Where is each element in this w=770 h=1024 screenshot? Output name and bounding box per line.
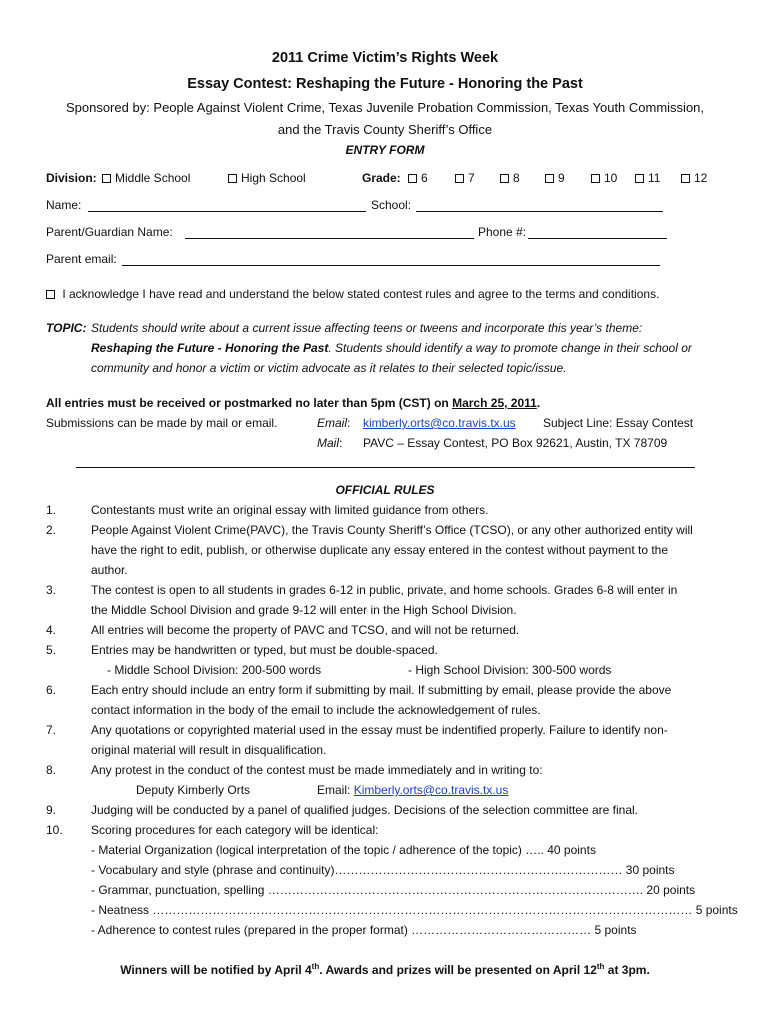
subject-line: Subject Line: Essay Contest — [543, 416, 694, 430]
checkbox-icon[interactable] — [228, 174, 237, 183]
rule-5: Entries may be handwritten or typed, but must be double-spaced. — [91, 643, 438, 657]
grade-label: Grade: — [362, 171, 401, 185]
checkbox-icon[interactable] — [102, 174, 111, 183]
rule-number: 9. — [46, 803, 57, 817]
name-field[interactable] — [88, 211, 366, 212]
phone-field[interactable] — [528, 238, 667, 239]
checkbox-icon[interactable] — [591, 174, 600, 183]
grade-option-8[interactable]: 8 — [500, 171, 520, 185]
rule-2-line-3: author. — [91, 563, 128, 577]
division-label: Division: — [46, 171, 97, 185]
rule-number: 5. — [46, 643, 57, 657]
division-option-high[interactable]: High School — [228, 171, 306, 185]
scoring-item: - Adherence to contest rules (prepared in the proper format) ……………………………………… 5 points — [91, 923, 637, 937]
document-subtitle: Essay Contest: Reshaping the Future - Honoring the Past — [187, 76, 583, 92]
rule-number: 8. — [46, 763, 57, 777]
mail-address: PAVC – Essay Contest, PO Box 92621, Austin, TX 78709 — [363, 436, 668, 450]
rule-9: Judging will be conducted by a panel of qualified judges. Decisions of the selection committee are final. — [91, 803, 638, 817]
school-field[interactable] — [416, 211, 663, 212]
grade-option-11[interactable]: 11 — [635, 171, 660, 185]
rule-number: 4. — [46, 623, 57, 637]
contest-email-link[interactable]: kimberly.orts@co.travis.tx.us — [363, 416, 516, 430]
rule-4: All entries will become the property of PAVC and TCSO, and will not be returned. — [91, 623, 520, 637]
rules-heading: OFFICIAL RULES — [335, 483, 435, 497]
checkbox-icon[interactable] — [455, 174, 464, 183]
rule-10: Scoring procedures for each category will be identical: — [91, 823, 379, 837]
grade-option-7[interactable]: 7 — [455, 171, 475, 185]
rule-number: 3. — [46, 583, 57, 597]
grade-option-6[interactable]: 6 — [408, 171, 428, 185]
rule-6-line-2: contact information in the body of the email to include the acknowledgement of rules. — [91, 703, 541, 717]
email-row: Email: — [317, 416, 364, 430]
checkbox-icon[interactable] — [545, 174, 554, 183]
acknowledge-row[interactable]: I acknowledge I have read and understand the below stated contest rules and agree to the terms and conditions. — [46, 287, 659, 301]
deadline-line: All entries must be received or postmarked no later than 5pm (CST) on March 25, 2011. — [46, 396, 541, 410]
grade-option-12[interactable]: 12 — [681, 171, 707, 185]
scoring-item: - Vocabulary and style (phrase and continuity)……………………………………………………………… 30 points — [91, 863, 675, 877]
phone-label: Phone #: — [478, 225, 527, 239]
rule-8-email-row: Email: Kimberly.orts@co.travis.tx.us — [317, 783, 509, 797]
scoring-item: - Material Organization (logical interpretation of the topic / adherence of the topic) ….. 40 points — [91, 843, 596, 857]
topic-line-3: community and honor a victim or victim advocate as it relates to their selected topic/issue. — [91, 361, 567, 375]
name-label: Name: — [46, 198, 82, 212]
rule-1: Contestants must write an original essay with limited guidance from others. — [91, 503, 489, 517]
rule-8-email-link[interactable]: Kimberly.orts@co.travis.tx.us — [353, 783, 509, 797]
parent-email-label: Parent email: — [46, 252, 117, 266]
checkbox-icon[interactable] — [635, 174, 644, 183]
topic-label: TOPIC: — [46, 321, 87, 335]
topic-line-2: Reshaping the Future - Honoring the Past. Students should identify a way to promote change in their school or — [91, 341, 692, 355]
checkbox-icon[interactable] — [408, 174, 417, 183]
grade-option-9[interactable]: 9 — [545, 171, 565, 185]
rule-5-high-school: - High School Division: 300-500 words — [408, 663, 612, 677]
sponsor-line-2: and the Travis County Sheriff’s Office — [277, 122, 493, 137]
scoring-item: - Grammar, punctuation, spelling …………………………………………………………………………………. 20 points — [91, 883, 696, 897]
checkbox-icon[interactable] — [500, 174, 509, 183]
rule-5-middle-school: - Middle School Division: 200-500 words — [107, 663, 322, 677]
rule-8-contact: Deputy Kimberly Orts — [136, 783, 251, 797]
divider — [76, 467, 695, 468]
document-title: 2011 Crime Victim’s Rights Week — [271, 50, 499, 66]
grade-option-10[interactable]: 10 — [591, 171, 617, 185]
scoring-item: - Neatness ……………………………………………………………………………………………………………………… 5 points — [91, 903, 738, 917]
sponsor-line-1: Sponsored by: People Against Violent Crime, Texas Juvenile Probation Commission, Texas Youth Commission, — [65, 100, 705, 115]
guardian-field[interactable] — [185, 238, 474, 239]
rule-number: 10. — [46, 823, 63, 837]
entry-form-label: ENTRY FORM — [345, 143, 425, 157]
guardian-label: Parent/Guardian Name: — [46, 225, 173, 239]
rule-number: 7. — [46, 723, 57, 737]
division-option-middle[interactable]: Middle School — [102, 171, 190, 185]
checkbox-icon[interactable] — [46, 290, 55, 299]
rule-2-line-2: have the right to edit, publish, or otherwise duplicate any essay entered in the contest without payment to the — [91, 543, 669, 557]
parent-email-field[interactable] — [122, 265, 660, 266]
rule-number: 6. — [46, 683, 57, 697]
footer-note: Winners will be notified by April 4th. Awards and prizes will be presented on April 12th at 3pm. — [120, 962, 650, 977]
rule-number: 1. — [46, 503, 57, 517]
rule-3-line-1: The contest is open to all students in grades 6-12 in public, private, and home schools. Grades 6-8 will enter in — [91, 583, 678, 597]
mail-row: Mail: — [317, 436, 343, 450]
rule-3-line-2: the Middle School Division and grade 9-12 will enter in the High School Division. — [91, 603, 517, 617]
rule-6-line-1: Each entry should include an entry form if submitting by mail. If submitting by email, please provide the above — [91, 683, 672, 697]
rule-number: 2. — [46, 523, 57, 537]
rule-7-line-2: original material will result in disqualification. — [91, 743, 327, 757]
topic-line-1: Students should write about a current issue affecting teens or tweens and incorporate this year’s theme: — [91, 321, 643, 335]
rule-2-line-1: People Against Violent Crime(PAVC), the Travis County Sheriff’s Office (TCSO), or any other authorized entity will — [91, 523, 693, 537]
school-label: School: — [371, 198, 412, 212]
checkbox-icon[interactable] — [681, 174, 690, 183]
rule-7-line-1: Any quotations or copyrighted material used in the essay must be indentified properly. Failure to identify non- — [91, 723, 668, 737]
rule-8: Any protest in the conduct of the contest must be made immediately and in writing to: — [91, 763, 543, 777]
submissions-text: Submissions can be made by mail or email. — [46, 416, 278, 430]
